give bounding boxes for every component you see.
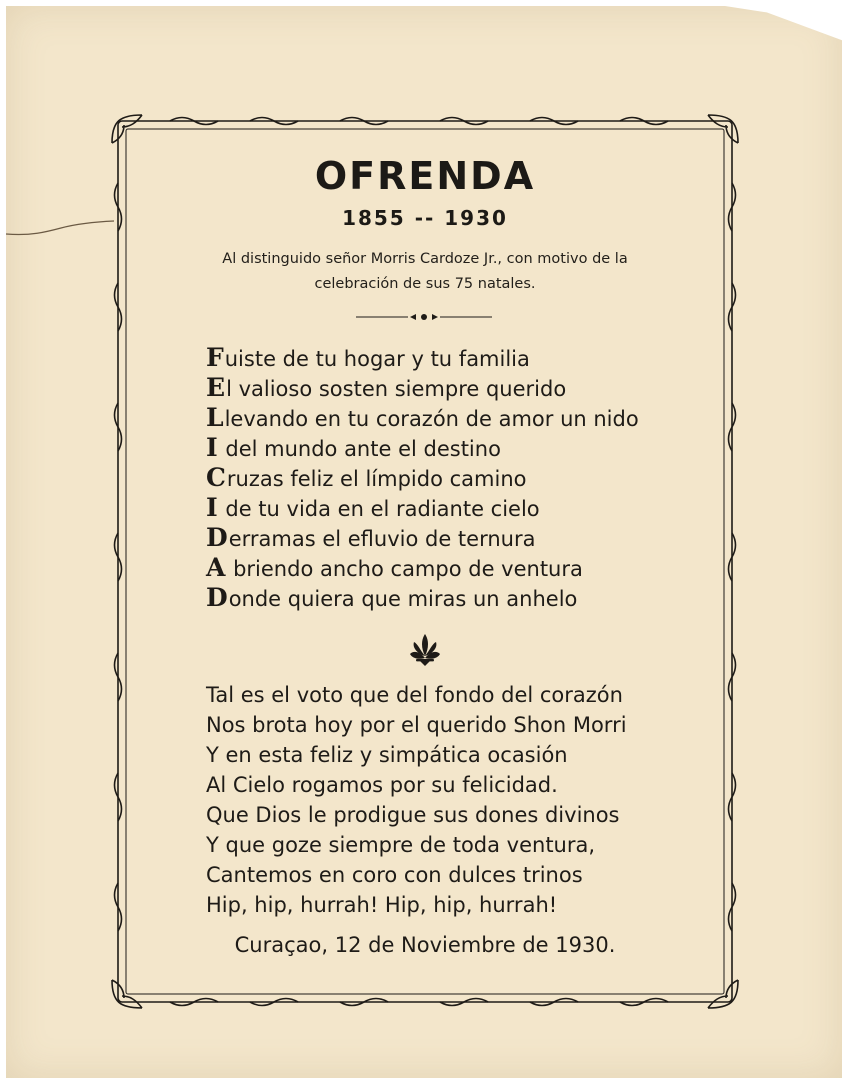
drop-initial: C: [206, 463, 226, 492]
document-title: OFRENDA: [314, 154, 536, 198]
drop-initial: E: [206, 373, 226, 402]
acrostic-stanza: [206, 343, 639, 613]
drop-initial: I: [206, 433, 218, 462]
ornamental-divider: [356, 310, 492, 324]
verse-text: briendo ancho campo de ventura: [226, 557, 583, 581]
drop-initial: A: [206, 553, 226, 582]
verse-line: [206, 373, 639, 403]
verse-text: erramas el efluvio de ternura: [228, 527, 536, 551]
verse-text: levando en tu corazón de amor un nido: [224, 407, 639, 431]
verse-line: [206, 583, 639, 613]
verse-text: uiste de tu hogar y tu familia: [224, 347, 530, 371]
verse-line: Cantemos en coro con dulces trinos: [206, 863, 583, 887]
verse-line: [206, 343, 639, 373]
fleuron-icon: [406, 630, 444, 668]
verse-line: [206, 553, 639, 583]
verse-line: Tal es el voto que del fondo del corazón: [206, 683, 623, 707]
drop-initial: D: [206, 523, 228, 552]
verse-line: [206, 433, 639, 463]
drop-initial: D: [206, 583, 228, 612]
drop-initial: F: [206, 343, 224, 372]
years-subtitle: 1855 -- 1930: [342, 206, 508, 230]
verse-text: de tu vida en el radiante cielo: [218, 497, 540, 521]
verse-line: [206, 403, 639, 433]
verse-line: [206, 493, 639, 523]
verse-line: Al Cielo rogamos por su felicidad.: [206, 773, 558, 797]
verse-text: ruzas feliz el límpido camino: [226, 467, 527, 491]
verse-text: onde quiera que miras un anhelo: [228, 587, 578, 611]
drop-initial: I: [206, 493, 218, 522]
verse-line: [206, 463, 639, 493]
second-stanza: [206, 680, 627, 920]
verse-line: Nos brota hoy por el querido Shon Morri: [206, 713, 627, 737]
verse-line: Que Dios le prodigue sus dones divinos: [206, 803, 620, 827]
verse-text: del mundo ante el destino: [218, 437, 501, 461]
verse-text: l valioso sosten siempre querido: [226, 377, 567, 401]
verse-line: [206, 523, 639, 553]
paper-tear-mark: [6, 212, 116, 242]
verse-line: Y que goze siempre de toda ventura,: [206, 833, 596, 857]
verse-line: Y en esta feliz y simpática ocasión: [206, 743, 568, 767]
verse-line: Hip, hip, hurrah! Hip, hip, hurrah!: [206, 893, 558, 917]
dedication-text: Al distinguido señor Morris Cardoze Jr., con motivo de la celebración de sus 75 natales.: [222, 251, 628, 292]
drop-initial: L: [206, 403, 224, 432]
closing-date-line: Curaçao, 12 de Noviembre de 1930.: [234, 933, 616, 957]
